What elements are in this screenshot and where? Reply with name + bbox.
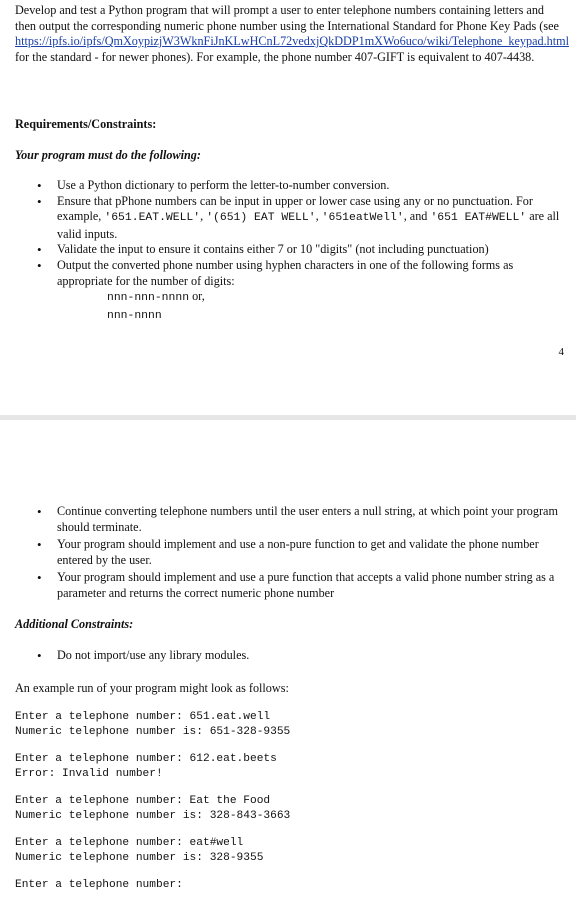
- list-item: • Your program should implement and use a non-pure function to get and validate the phone number entered by the user.: [15, 537, 563, 568]
- intro-paragraph: [15, 3, 569, 65]
- example-run-block: [15, 752, 277, 781]
- additional-constraints-list: [15, 648, 563, 664]
- format-line: nnn-nnn-nnnn or,: [107, 289, 205, 305]
- prompt-line: Enter a telephone number: 612.eat.beets: [15, 753, 277, 765]
- result-line: Numeric telephone number is: 651-328-9355: [15, 725, 291, 738]
- example-intro: An example run of your program might look as follows:: [15, 681, 289, 695]
- list-item: • Your program should implement and use a pure function that accepts a valid phone number string as a parameter and returns the correct numeric phone number: [15, 570, 563, 601]
- page-1: [0, 0, 576, 415]
- result-line: Numeric telephone number is: 328-9355: [15, 851, 264, 864]
- list-item: • Do not import/use any library modules.: [15, 648, 563, 664]
- result-line: Error: Invalid number!: [15, 767, 163, 780]
- page-2: [0, 420, 576, 912]
- additional-constraints-heading: Additional Constraints:: [15, 617, 134, 631]
- intro-text-end: for the standard - for newer phones). For example, the phone number 407-GIFT is equivalent to 407-4438.: [15, 49, 535, 64]
- list-item: • Use a Python dictionary to perform the letter-to-number conversion.: [15, 178, 563, 194]
- prompt-line: Enter a telephone number:: [15, 879, 183, 891]
- prompt-line: Enter a telephone number: eat#well: [15, 837, 244, 849]
- intro-text: Develop and test a Python program that will prompt a user to enter telephone numbers containing letters and then output the corresponding numeric phone number using the International Standard for Phone Key Pads (see: [15, 3, 559, 33]
- prompt-line: Enter a telephone number: Eat the Food: [15, 795, 271, 807]
- requirements-list-continued: [15, 504, 563, 604]
- example-run-block: [15, 878, 183, 893]
- list-item: • Output the converted phone number using hyphen characters in one of the following forms as appropriate for the number of digits: nnn-nnn-nnnn or, nnn-nnnn: [15, 258, 563, 324]
- must-heading: Your program must do the following:: [15, 148, 201, 162]
- example-run-block: [15, 710, 290, 739]
- list-item: • Validate the input to ensure it contains either 7 or 10 "digits" (not including punctuation): [15, 242, 563, 258]
- format-line: nnn-nnnn: [107, 309, 162, 322]
- list-item: • Continue converting telephone numbers until the user enters a null string, at which point your program should terminate.: [15, 504, 563, 535]
- requirements-list: [15, 178, 563, 324]
- example-run-block: [15, 836, 263, 865]
- requirements-heading: Requirements/Constraints:: [15, 117, 157, 131]
- result-line: Numeric telephone number is: 328-843-3663: [15, 809, 291, 822]
- example-run-block: [15, 794, 290, 823]
- prompt-line: Enter a telephone number: 651.eat.well: [15, 711, 271, 723]
- keypad-standard-link[interactable]: https://ipfs.io/ipfs/QmXoypizjW3WknFiJnKLwHCnL72vedxjQkDDP1mXWo6uco/wiki/Telephone_keypad.html: [15, 34, 569, 49]
- list-item: • Ensure that pPhone numbers can be input in upper or lower case using any or no punctuation. For example, '651.EAT.WELL', '(651) EAT WELL', '651eatWell', and '651 EAT#WELL' are all valid inputs.: [15, 194, 563, 243]
- page-number: 4: [558, 346, 564, 358]
